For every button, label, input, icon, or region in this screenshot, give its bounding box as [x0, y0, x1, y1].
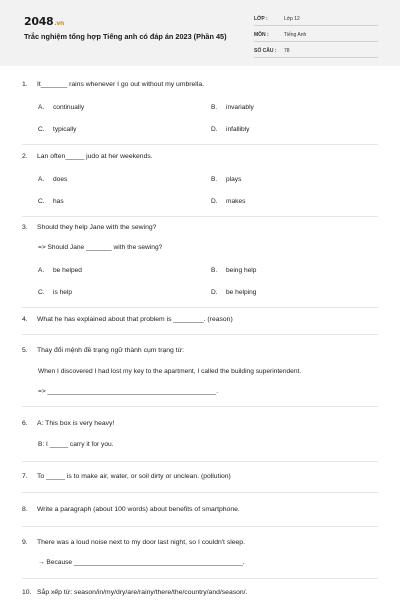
option-letter: A.	[38, 176, 45, 183]
divider	[22, 406, 378, 407]
meta-count-value: 78	[284, 48, 290, 54]
option-b[interactable]	[211, 176, 241, 184]
question-9	[22, 539, 245, 547]
divider	[22, 334, 378, 335]
option-b[interactable]	[211, 104, 254, 112]
meta-count	[254, 46, 378, 58]
option-text: plays	[226, 176, 242, 183]
question-1	[22, 81, 204, 89]
option-d[interactable]	[211, 126, 249, 134]
option-letter: B.	[211, 176, 218, 183]
question-text: It_______ rains whenever I go out without my umbrella.	[37, 81, 204, 88]
question-number: 10.	[22, 589, 32, 596]
option-letter: A.	[38, 104, 45, 111]
question-number: 3.	[22, 224, 28, 231]
question-text: Write a paragraph (about 100 words) about benefits of smartphone.	[37, 506, 240, 513]
answer-blank[interactable]: → Because ______________________________________________.	[38, 559, 245, 566]
question-text: Lan often_____ judo at her weekends.	[37, 153, 153, 160]
question-text: What he has explained about that problem is ________. (reason)	[37, 316, 233, 323]
option-letter: B.	[211, 267, 218, 274]
question-3	[22, 224, 156, 232]
question-text: To _____ is to make air, water, or soil dirty or unclean. (pollution)	[37, 473, 231, 480]
option-text: be helping	[226, 289, 257, 296]
logo-tld: .vn	[54, 20, 64, 27]
meta-class	[254, 14, 378, 26]
option-letter: C.	[38, 198, 45, 205]
divider	[22, 526, 378, 527]
option-letter: A.	[38, 267, 45, 274]
option-text: makes	[226, 198, 246, 205]
question-text: Sắp xếp từ: season/in/my/dry/are/rainy/there/the/country/and/season/.	[37, 589, 248, 596]
divider	[22, 216, 378, 217]
question-number: 8.	[22, 506, 28, 513]
question-text: Should they help Jane with the sewing?	[37, 224, 157, 231]
question-subtext: When I discovered I had lost my key to the apartment, I called the building superintendent.	[38, 368, 302, 375]
divider	[22, 144, 378, 145]
question-subtext: B: I _____ carry it for you.	[38, 441, 114, 448]
question-number: 7.	[22, 473, 28, 480]
question-2	[22, 153, 153, 161]
question-6	[22, 420, 114, 428]
option-letter: C.	[38, 126, 45, 133]
page-header	[0, 0, 400, 66]
meta-count-key: SỐ CÂU :	[254, 48, 277, 54]
meta-subject-value: Tiếng Anh	[284, 32, 307, 38]
meta-class-key: LỚP :	[254, 16, 268, 22]
question-number: 9.	[22, 539, 28, 546]
divider	[22, 461, 378, 462]
question-text: Thay đổi mệnh đề trạng ngữ thành cụm trạng từ:	[37, 347, 185, 354]
question-7	[22, 473, 231, 481]
question-4	[22, 316, 233, 324]
option-text: invariably	[226, 104, 254, 111]
option-letter: D.	[211, 126, 218, 133]
option-c[interactable]	[38, 198, 64, 206]
option-text: typically	[53, 126, 77, 133]
option-letter: C.	[38, 289, 45, 296]
option-a[interactable]	[38, 104, 84, 112]
logo-text: 2048	[24, 15, 54, 28]
option-a[interactable]	[38, 267, 82, 275]
question-number: 2.	[22, 153, 28, 160]
option-text: infallibly	[226, 126, 250, 133]
divider	[22, 578, 378, 579]
option-d[interactable]	[211, 289, 256, 297]
option-letter: D.	[211, 289, 218, 296]
option-text: be helped	[53, 267, 82, 274]
question-text: A: This box is very heavy!	[37, 420, 115, 427]
answer-blank[interactable]: => ______________________________________________.	[38, 388, 219, 395]
divider	[22, 492, 378, 493]
option-text: continually	[53, 104, 85, 111]
meta-subject	[254, 30, 378, 42]
site-logo[interactable]	[24, 15, 64, 28]
option-d[interactable]	[211, 198, 245, 206]
option-text: is help	[53, 289, 73, 296]
question-text: There was a loud noise next to my door last night, so I couldn't sleep.	[37, 539, 245, 546]
option-letter: B.	[211, 104, 218, 111]
question-number: 5.	[22, 347, 28, 354]
option-text: has	[53, 198, 64, 205]
option-b[interactable]	[211, 267, 256, 275]
page-title: Trắc nghiệm tổng hợp Tiếng anh có đáp án 2023 (Phần 45)	[24, 32, 227, 41]
option-c[interactable]	[38, 126, 76, 134]
question-8	[22, 506, 240, 514]
option-text: does	[53, 176, 68, 183]
question-10	[22, 589, 247, 597]
option-letter: D.	[211, 198, 218, 205]
meta-class-value: Lớp 12	[284, 16, 300, 22]
question-subtext: => Should Jane _______ with the sewing?	[38, 244, 163, 251]
question-5	[22, 347, 184, 355]
option-a[interactable]	[38, 176, 67, 184]
option-c[interactable]	[38, 289, 72, 297]
question-number: 4.	[22, 316, 28, 323]
question-number: 6.	[22, 420, 28, 427]
meta-subject-key: MÔN :	[254, 32, 269, 38]
option-text: being help	[226, 267, 257, 274]
question-number: 1.	[22, 81, 28, 88]
divider	[22, 307, 378, 308]
